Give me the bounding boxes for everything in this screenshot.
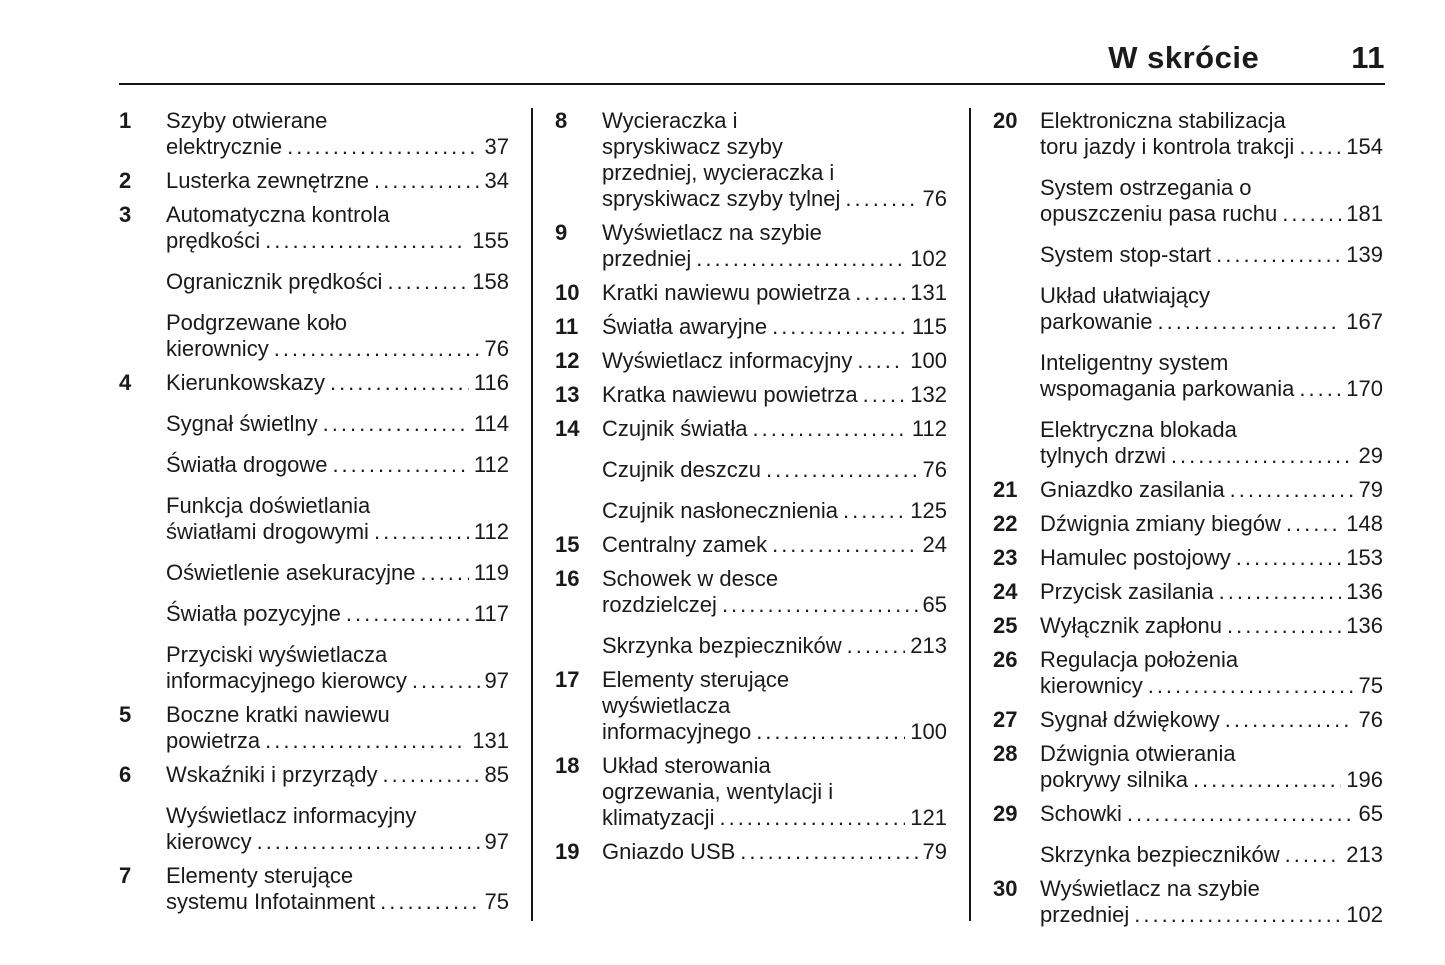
dot-leader <box>1299 134 1341 160</box>
toc-entry-page: 34 <box>484 168 509 193</box>
manual-page <box>119 0 1385 928</box>
dot-leader <box>1193 767 1341 793</box>
toc-entry-text: toru jazdy i kontrola trakcji <box>1040 134 1295 159</box>
toc-entry-page: 76 <box>1358 707 1383 732</box>
toc-entry-number: 20 <box>993 108 1018 133</box>
toc-entry-number: 26 <box>993 647 1018 672</box>
dot-leader <box>346 601 469 627</box>
toc-entry-page: 97 <box>484 829 509 854</box>
toc-entry <box>993 350 1383 402</box>
toc-entry-text: Kratki nawiewu powietrza <box>602 280 851 305</box>
toc-entry-text: Wyłącznik zapłonu <box>1040 613 1222 638</box>
toc-entry-text: Automatyczna kontrola <box>166 202 390 227</box>
toc-entry-page: 112 <box>473 452 509 477</box>
dot-leader <box>843 498 905 524</box>
dot-leader <box>722 592 918 618</box>
toc-entry-number: 10 <box>555 280 580 305</box>
toc-entry-text: Układ sterowania <box>602 753 771 778</box>
toc-entry-text: Światła drogowe <box>166 452 328 477</box>
toc-entry <box>119 202 509 254</box>
toc-entry-number: 15 <box>555 532 580 557</box>
toc-entry <box>555 416 947 442</box>
toc-entry-text: informacyjnego kierowcy <box>166 668 407 693</box>
toc-entry-page: 136 <box>1346 613 1383 638</box>
dot-leader <box>766 457 918 483</box>
toc-entry-text: Regulacja położenia <box>1040 647 1239 672</box>
toc-entry-text: Schowek w desce <box>602 566 779 591</box>
toc-entry-page: 119 <box>473 560 509 585</box>
dot-leader <box>332 452 468 478</box>
dot-leader <box>857 348 905 374</box>
toc-entry-text: Wycieraczka i <box>602 108 738 133</box>
dot-leader <box>287 134 479 160</box>
toc-entry <box>555 457 947 483</box>
toc-entry-text: parkowanie <box>1040 309 1153 334</box>
toc-entry <box>993 108 1383 160</box>
toc-entry-page: 102 <box>1346 902 1383 927</box>
toc-entry-text: Gniazdo USB <box>602 839 736 864</box>
toc-entry-text: Ogranicznik prędkości <box>166 269 383 294</box>
toc-entry-text: Podgrzewane koło <box>166 310 348 335</box>
toc-entry-text: Boczne kratki nawiewu <box>166 702 390 727</box>
toc-entry-text: Gniazdko zasilania <box>1040 477 1225 502</box>
dot-leader <box>274 336 480 362</box>
toc-entry-text: Przycisk zasilania <box>1040 579 1214 604</box>
toc-entry-text: systemu Infotainment <box>166 889 376 914</box>
toc-entry-text: Schowki <box>1040 801 1122 826</box>
toc-entry-page: 213 <box>910 633 947 658</box>
dot-leader <box>412 668 480 694</box>
toc-entry <box>993 876 1383 928</box>
toc-entry-page: 115 <box>911 314 947 339</box>
toc-entry-page: 65 <box>922 592 947 617</box>
toc-entry-number: 8 <box>555 108 568 133</box>
dot-leader <box>753 416 907 442</box>
dot-leader <box>855 280 905 306</box>
dot-leader <box>257 829 480 855</box>
toc-entry-text: Elementy sterujące <box>166 863 354 888</box>
toc-entry-page: 121 <box>910 805 947 830</box>
toc-entry-text: Skrzynka bezpieczników <box>1040 842 1280 867</box>
toc-entry-page: 100 <box>910 348 947 373</box>
toc-entry-text: Przyciski wyświetlacza <box>166 642 388 667</box>
toc-entry-number: 21 <box>993 477 1018 502</box>
toc-entry <box>119 108 509 160</box>
toc-entry <box>119 863 509 915</box>
toc-entry-text: Czujnik deszczu <box>602 457 761 482</box>
toc-entry <box>993 283 1383 335</box>
toc-entry-number: 23 <box>993 545 1018 570</box>
toc-entry-page: 131 <box>910 280 947 305</box>
dot-leader <box>740 839 917 865</box>
toc-entry-text: klimatyzacji <box>602 805 715 830</box>
toc-columns <box>119 108 1385 928</box>
dot-leader <box>847 633 906 659</box>
dot-leader <box>382 762 479 788</box>
toc-entry-number: 6 <box>119 762 132 787</box>
toc-entry-text: Sygnał dźwiękowy <box>1040 707 1220 732</box>
dot-leader <box>1148 673 1354 699</box>
dot-leader <box>1127 801 1354 827</box>
toc-entry-page: 76 <box>922 457 947 482</box>
dot-leader <box>1299 376 1341 402</box>
toc-entry-number: 5 <box>119 702 132 727</box>
toc-entry-page: 153 <box>1346 545 1383 570</box>
toc-entry <box>555 314 947 340</box>
toc-entry-text: Dźwignia otwierania <box>1040 741 1236 766</box>
toc-entry-text: Kierunkowskazy <box>166 370 325 395</box>
toc-entry-text: prędkości <box>166 228 261 253</box>
toc-entry-text: powietrza <box>166 728 261 753</box>
toc-entry-number: 4 <box>119 370 132 395</box>
toc-entry-page: 112 <box>473 519 509 544</box>
toc-entry <box>993 175 1383 227</box>
dot-leader <box>719 805 905 831</box>
dot-leader <box>845 186 917 212</box>
toc-entry-page: 181 <box>1346 201 1383 226</box>
toc-entry-text: Lusterka zewnętrzne <box>166 168 369 193</box>
toc-entry-number: 14 <box>555 416 580 441</box>
toc-entry-page: 154 <box>1346 134 1383 159</box>
dot-leader <box>380 889 479 915</box>
toc-entry-text: wspomagania parkowania <box>1040 376 1295 401</box>
toc-entry-number: 7 <box>119 863 132 888</box>
toc-entry <box>993 842 1383 868</box>
toc-entry-number: 16 <box>555 566 580 591</box>
dot-leader <box>330 370 469 396</box>
toc-entry-page: 76 <box>484 336 509 361</box>
toc-entry <box>993 545 1383 571</box>
toc-entry-page: 85 <box>484 762 509 787</box>
toc-entry <box>555 498 947 524</box>
toc-entry <box>119 560 509 586</box>
toc-entry-page: 114 <box>473 411 509 436</box>
dot-leader <box>1216 242 1341 268</box>
toc-entry-page: 75 <box>484 889 509 914</box>
dot-leader <box>1158 309 1342 335</box>
toc-entry-text: pokrywy silnika <box>1040 767 1188 792</box>
toc-entry <box>555 667 947 745</box>
page-title: W skrócie <box>1108 40 1260 75</box>
toc-entry-number: 25 <box>993 613 1018 638</box>
toc-entry <box>555 566 947 618</box>
toc-entry <box>119 601 509 627</box>
toc-entry-number: 9 <box>555 220 568 245</box>
toc-entry-text: System ostrzegania o <box>1040 175 1252 200</box>
toc-entry <box>119 803 509 855</box>
toc-entry-page: 24 <box>922 532 947 557</box>
dot-leader <box>1171 443 1354 469</box>
dot-leader <box>1285 842 1342 868</box>
toc-entry-text: przedniej, wycieraczka i <box>602 160 835 185</box>
toc-entry-text: Centralny zamek <box>602 532 768 557</box>
toc-entry-text: kierownicy <box>166 336 269 361</box>
toc-entry-number: 29 <box>993 801 1018 826</box>
toc-entry-page: 158 <box>472 269 509 294</box>
toc-entry-number: 2 <box>119 168 132 193</box>
toc-entry-number: 18 <box>555 753 580 778</box>
toc-entry-text: informacyjnego <box>602 719 752 744</box>
toc-entry-number: 3 <box>119 202 132 227</box>
toc-entry-number: 27 <box>993 707 1018 732</box>
page-number: 11 <box>1351 40 1385 75</box>
page-header <box>119 0 1385 76</box>
dot-leader <box>1225 707 1354 733</box>
toc-entry-text: światłami drogowymi <box>166 519 369 544</box>
dot-leader <box>756 719 905 745</box>
toc-entry-page: 167 <box>1346 309 1383 334</box>
dot-leader <box>323 411 469 437</box>
toc-entry-number: 22 <box>993 511 1018 536</box>
toc-entry-text: Dźwignia zmiany biegów <box>1040 511 1281 536</box>
toc-entry-page: 132 <box>910 382 947 407</box>
toc-entry <box>993 741 1383 793</box>
toc-entry-text: Elektroniczna stabilizacja <box>1040 108 1286 133</box>
toc-entry-page: 131 <box>472 728 509 753</box>
toc-entry-page: 125 <box>910 498 947 523</box>
dot-leader <box>863 382 906 408</box>
dot-leader <box>420 560 468 586</box>
toc-entry-text: spryskiwacz szyby tylnej <box>602 186 841 211</box>
toc-entry-page: 136 <box>1346 579 1383 604</box>
toc-entry-number: 17 <box>555 667 580 692</box>
toc-entry <box>119 762 509 788</box>
toc-entry-page: 79 <box>1358 477 1383 502</box>
dot-leader <box>696 246 905 272</box>
toc-entry-number: 12 <box>555 348 580 373</box>
toc-entry-page: 148 <box>1346 511 1383 536</box>
dot-leader <box>387 269 467 295</box>
toc-entry <box>993 511 1383 537</box>
toc-column-1 <box>119 108 509 915</box>
toc-entry-text: Czujnik światła <box>602 416 748 441</box>
toc-entry-page: 139 <box>1346 242 1383 267</box>
toc-entry <box>993 647 1383 699</box>
toc-entry-text: spryskiwacz szyby <box>602 134 783 159</box>
toc-entry <box>119 702 509 754</box>
toc-entry <box>555 382 947 408</box>
toc-entry-number: 28 <box>993 741 1018 766</box>
toc-column-2 <box>555 108 947 865</box>
dot-leader <box>1230 477 1354 503</box>
toc-entry <box>119 310 509 362</box>
toc-entry-page: 102 <box>910 246 947 271</box>
dot-leader <box>1227 613 1341 639</box>
toc-entry-text: Wyświetlacz na szybie <box>602 220 822 245</box>
dot-leader <box>374 519 469 545</box>
toc-column-3 <box>993 108 1383 928</box>
toc-entry <box>993 242 1383 268</box>
toc-entry <box>993 707 1383 733</box>
toc-entry-text: rozdzielczej <box>602 592 717 617</box>
toc-entry-page: 112 <box>911 416 947 441</box>
toc-entry <box>555 220 947 272</box>
dot-leader <box>772 314 907 340</box>
toc-entry-text: Elektryczna blokada <box>1040 417 1237 442</box>
toc-entry-number: 30 <box>993 876 1018 901</box>
toc-entry <box>993 477 1383 503</box>
toc-entry-number: 11 <box>555 314 579 339</box>
toc-entry <box>993 417 1383 469</box>
toc-entry-page: 213 <box>1346 842 1383 867</box>
toc-entry <box>555 280 947 306</box>
toc-entry <box>555 532 947 558</box>
toc-entry <box>119 411 509 437</box>
dot-leader <box>374 168 480 194</box>
toc-entry-text: Wyświetlacz informacyjny <box>166 803 417 828</box>
toc-entry-number: 1 <box>119 108 132 133</box>
toc-entry-text: Szyby otwierane <box>166 108 328 133</box>
toc-entry <box>555 348 947 374</box>
toc-entry-text: opuszczeniu pasa ruchu <box>1040 201 1278 226</box>
toc-entry <box>119 493 509 545</box>
toc-entry-text: Wyświetlacz informacyjny <box>602 348 853 373</box>
toc-entry <box>119 168 509 194</box>
toc-entry-text: wyświetlacza <box>602 693 731 718</box>
toc-entry-page: 155 <box>472 228 509 253</box>
toc-entry <box>119 269 509 295</box>
toc-entry-text: Czujnik nasłonecznienia <box>602 498 839 523</box>
header-rule <box>119 83 1385 85</box>
toc-entry-text: Kratka nawiewu powietrza <box>602 382 858 407</box>
toc-entry-text: Oświetlenie asekuracyjne <box>166 560 416 585</box>
toc-entry-number: 24 <box>993 579 1018 604</box>
dot-leader <box>265 728 467 754</box>
toc-entry-text: Funkcja doświetlania <box>166 493 371 518</box>
toc-entry <box>555 108 947 212</box>
dot-leader <box>1282 201 1341 227</box>
toc-entry-page: 37 <box>484 134 509 159</box>
dot-leader <box>1236 545 1342 571</box>
toc-entry-text: Inteligentny system <box>1040 350 1229 375</box>
toc-entry-page: 116 <box>473 370 509 395</box>
toc-entry-text: przedniej <box>602 246 692 271</box>
toc-entry <box>119 370 509 396</box>
toc-entry <box>993 613 1383 639</box>
toc-entry-text: kierownicy <box>1040 673 1143 698</box>
toc-entry-text: Skrzynka bezpieczników <box>602 633 842 658</box>
toc-entry-page: 196 <box>1346 767 1383 792</box>
toc-entry-text: Hamulec postojowy <box>1040 545 1231 570</box>
toc-entry-text: System stop-start <box>1040 242 1212 267</box>
toc-entry <box>119 452 509 478</box>
toc-entry-number: 13 <box>555 382 580 407</box>
toc-entry-text: Wskaźniki i przyrządy <box>166 762 378 787</box>
column-divider <box>531 108 533 921</box>
toc-entry-text: Układ ułatwiający <box>1040 283 1210 308</box>
toc-entry-page: 75 <box>1358 673 1383 698</box>
toc-entry-page: 97 <box>484 668 509 693</box>
toc-entry-text: Światła pozycyjne <box>166 601 341 626</box>
toc-entry-number: 19 <box>555 839 580 864</box>
toc-entry-text: Wyświetlacz na szybie <box>1040 876 1260 901</box>
toc-entry-page: 100 <box>910 719 947 744</box>
toc-entry-page: 117 <box>473 601 509 626</box>
toc-entry-text: kierowcy <box>166 829 252 854</box>
dot-leader <box>265 228 467 254</box>
toc-entry <box>993 579 1383 605</box>
toc-entry <box>119 642 509 694</box>
dot-leader <box>1219 579 1342 605</box>
toc-entry-text: ogrzewania, wentylacji i <box>602 779 834 804</box>
toc-entry-page: 65 <box>1358 801 1383 826</box>
dot-leader <box>772 532 917 558</box>
toc-entry-page: 79 <box>922 839 947 864</box>
toc-entry-text: Elementy sterujące <box>602 667 790 692</box>
toc-entry-text: tylnych drzwi <box>1040 443 1166 468</box>
toc-entry-text: Sygnał świetlny <box>166 411 318 436</box>
toc-entry <box>993 801 1383 827</box>
column-divider <box>969 108 971 921</box>
toc-entry <box>555 839 947 865</box>
toc-entry-text: przedniej <box>1040 902 1130 927</box>
toc-entry-text: elektrycznie <box>166 134 283 159</box>
toc-entry-page: 170 <box>1346 376 1383 401</box>
toc-entry <box>555 753 947 831</box>
dot-leader <box>1286 511 1341 537</box>
toc-entry-page: 76 <box>922 186 947 211</box>
toc-entry-page: 29 <box>1358 443 1383 468</box>
dot-leader <box>1134 902 1341 928</box>
toc-entry-text: Światła awaryjne <box>602 314 768 339</box>
toc-entry <box>555 633 947 659</box>
